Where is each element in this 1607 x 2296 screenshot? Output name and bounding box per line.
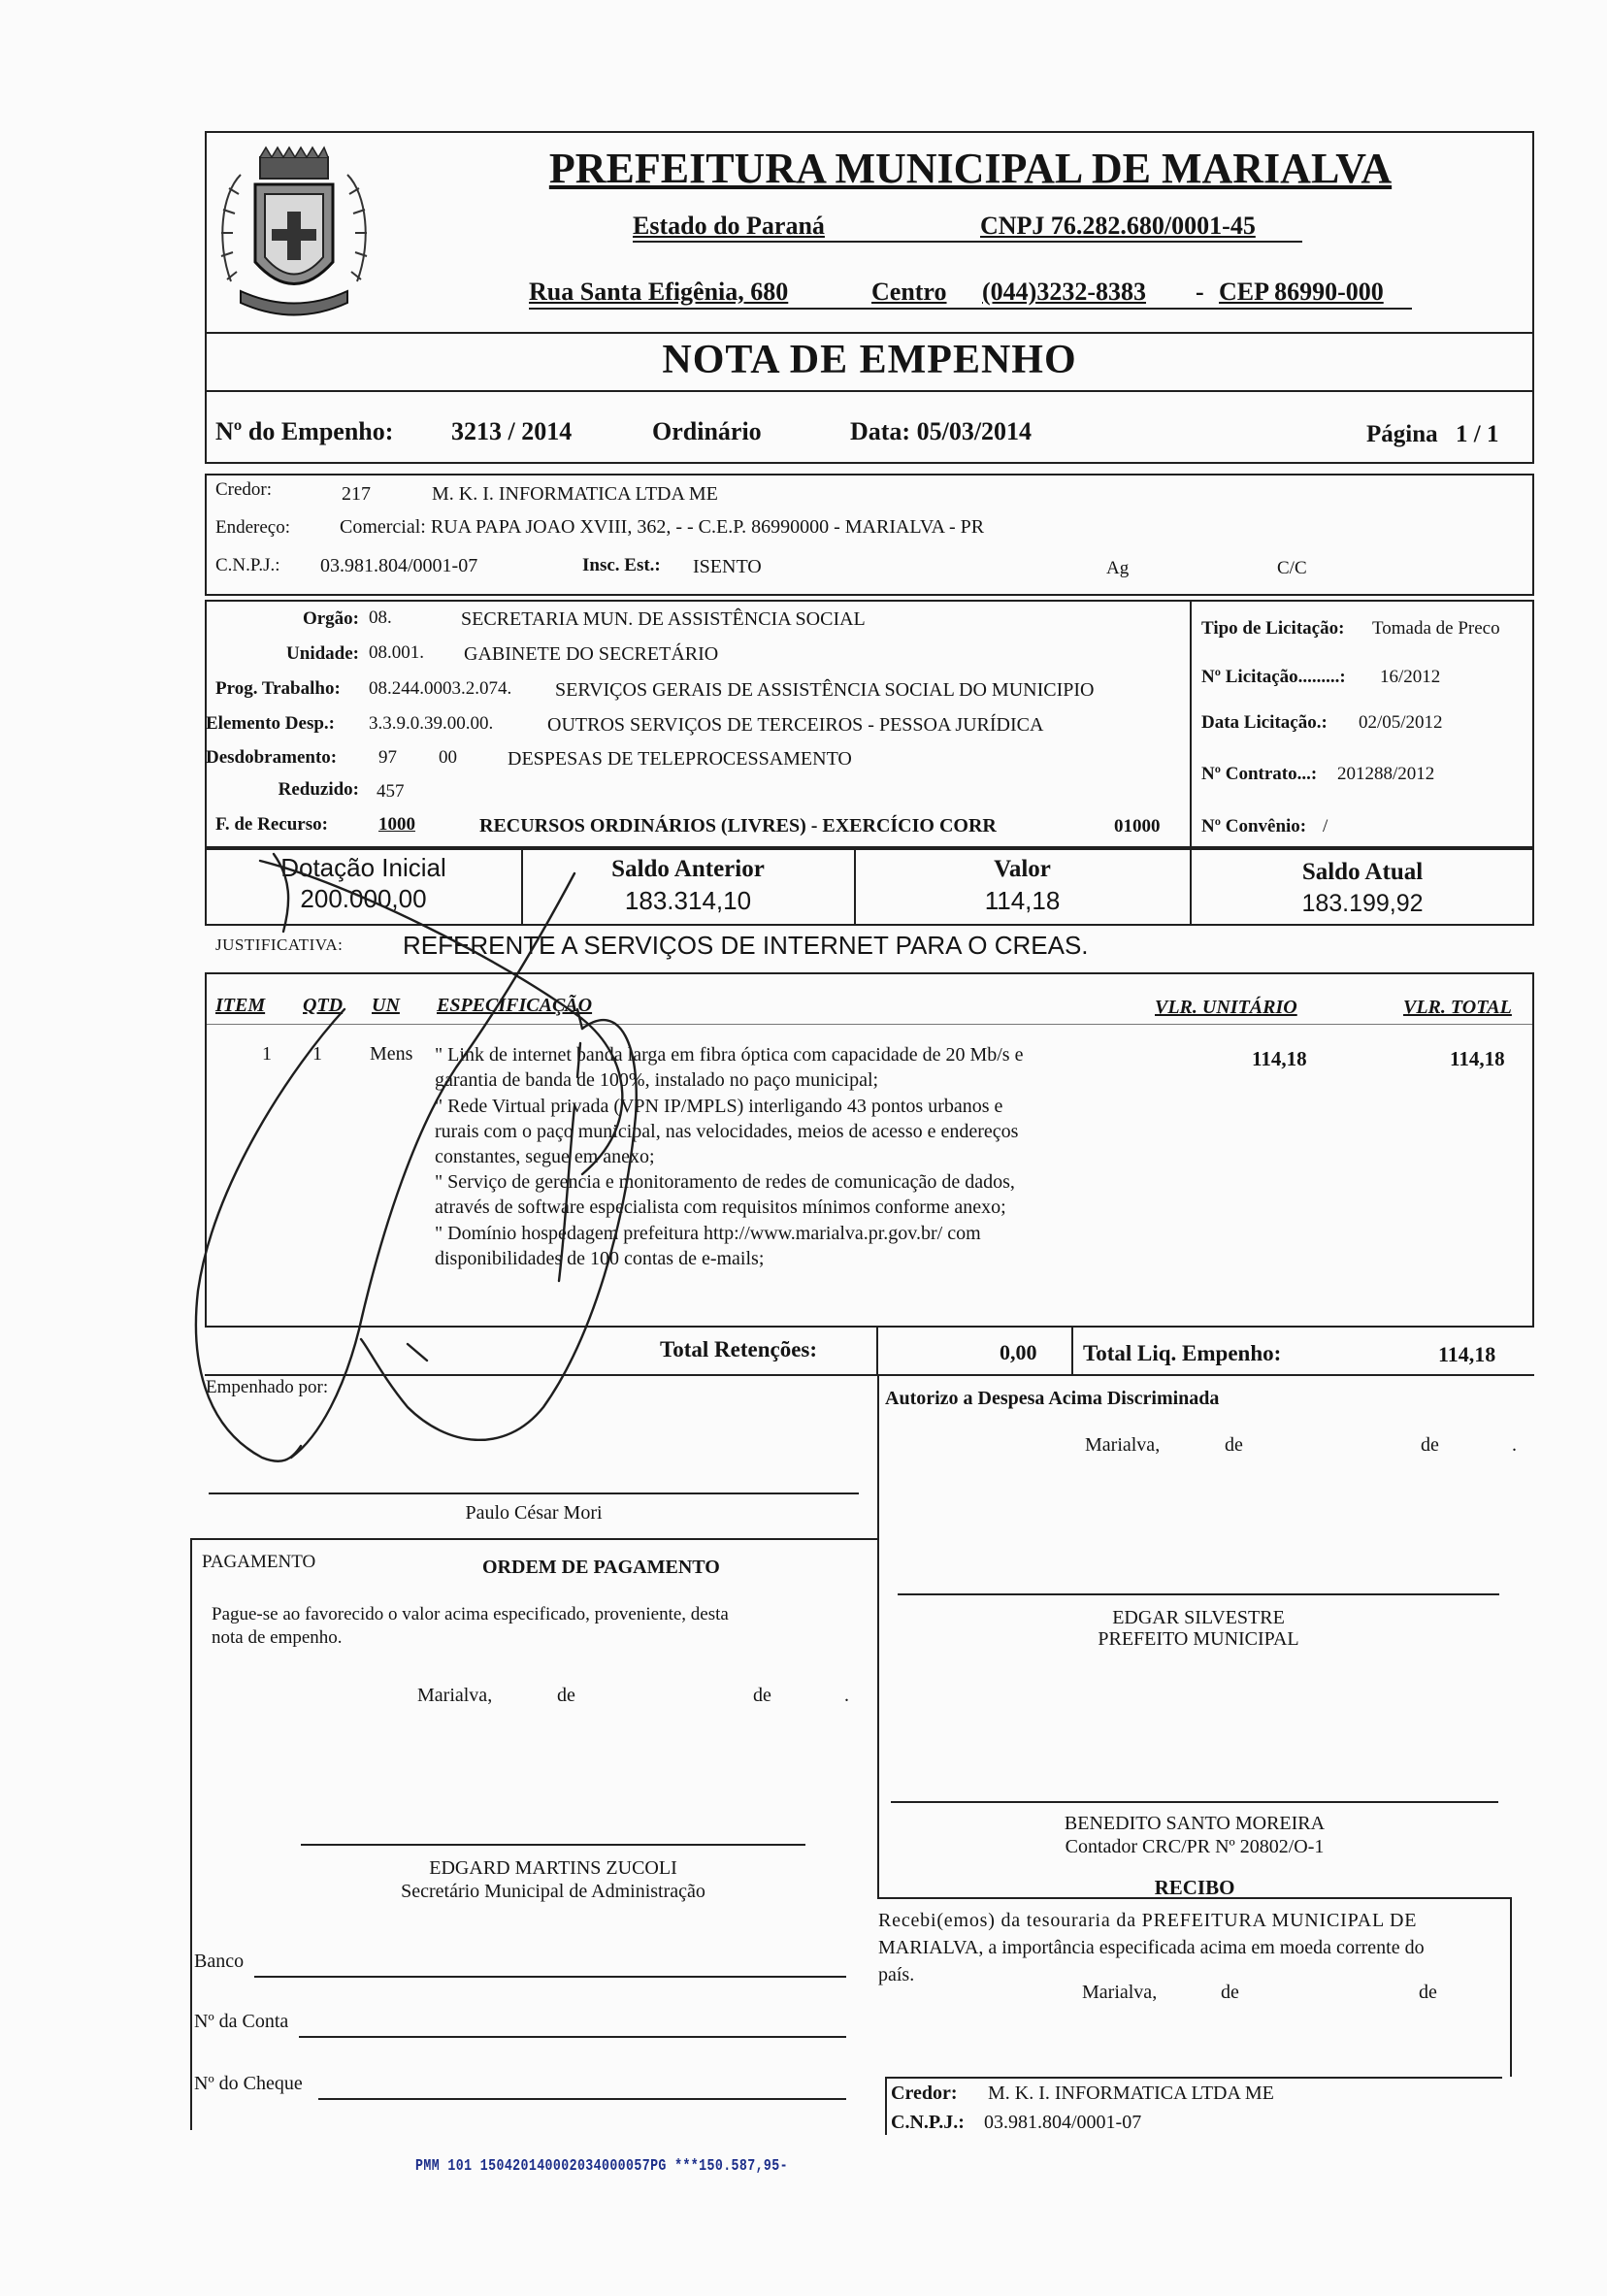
- empenho-type: Ordinário: [652, 417, 762, 445]
- cnpj-label: CNPJ 76.282.680/0001-45: [980, 212, 1256, 240]
- total-liquido-value: 114,18: [1438, 1342, 1496, 1366]
- valor-label: Valor: [994, 856, 1051, 882]
- credor-address: Comercial: RUA PAPA JOAO XVIII, 362, - - C.E.P. 86990000 - MARIALVA - PR: [340, 516, 985, 538]
- desdobramento-name: DESPESAS DE TELEPROCESSAMENTO: [508, 748, 852, 770]
- ordem-pagamento-label: ORDEM DE PAGAMENTO: [482, 1557, 720, 1578]
- orgao-label: Orgão:: [302, 608, 359, 629]
- recibo-text-2: MARIALVA, a importância especificada acima em moeda corrente do: [878, 1937, 1425, 1958]
- contador-name: BENEDITO SANTO MOREIRA: [1064, 1813, 1326, 1834]
- item-description-line: através de software especialista com requisitos mínimos conforme anexo;: [435, 1197, 1006, 1218]
- items-header-total: VLR. TOTAL: [1403, 997, 1512, 1018]
- pagamento-label: PAGAMENTO: [202, 1552, 316, 1572]
- cnpj-label-credor: C.N.P.J.:: [215, 555, 280, 575]
- desdobramento-code: 97: [378, 747, 397, 768]
- saldo-atual-value: 183.199,92: [1301, 890, 1424, 917]
- credor-cnpj: 03.981.804/0001-07: [320, 555, 478, 576]
- recibo-credor-name: M. K. I. INFORMATICA LTDA ME: [988, 2083, 1274, 2104]
- recibo-de1: de: [1221, 1982, 1239, 2003]
- item-unit-value: 114,18: [1252, 1047, 1307, 1070]
- saldo-anterior-value: 183.314,10: [624, 886, 752, 915]
- item-description-line: " Serviço de gerencia e monitoramento de redes de comunicação de dados,: [435, 1171, 1015, 1193]
- num-licitacao: 16/2012: [1380, 667, 1441, 687]
- num-licitacao-label: Nº Licitação.........:: [1201, 667, 1346, 687]
- cc-label: C/C: [1277, 558, 1307, 578]
- autorizo-de2: de: [1421, 1434, 1439, 1456]
- convenio-label: Nº Convênio:: [1201, 816, 1307, 836]
- recibo-de2: de: [1419, 1982, 1437, 2003]
- recibo-text-3: país.: [878, 1964, 915, 1985]
- pagamento-de2: de: [753, 1685, 771, 1706]
- recibo-cnpj-label: C.N.P.J.:: [891, 2112, 965, 2133]
- prog-label: Prog. Trabalho:: [215, 678, 341, 699]
- saldo-atual-label: Saldo Atual: [1301, 859, 1424, 885]
- autorizo-city: Marialva,: [1085, 1434, 1161, 1456]
- credor-insc: ISENTO: [693, 556, 762, 577]
- secretario-title: Secretário Municipal de Administração: [401, 1881, 705, 1902]
- tipo-licitacao-label: Tipo de Licitação:: [1201, 618, 1345, 639]
- autorizo-de1: de: [1225, 1434, 1243, 1456]
- pagamento-text-1: Pague-se ao favorecido o valor acima especificado, proveniente, desta: [212, 1604, 729, 1624]
- ag-label: Ag: [1106, 558, 1130, 578]
- bank-stamp: PMM 101 150420140002034000057PG ***150.587,95-: [415, 2157, 788, 2176]
- recibo-cnpj: 03.981.804/0001-07: [984, 2112, 1142, 2133]
- empenho-number-label: Nº do Empenho:: [215, 417, 394, 445]
- pagamento-dot: .: [844, 1685, 849, 1706]
- recibo-text-1: Recebi(emos) da tesouraria da PREFEITURA MUNICIPAL DE: [878, 1910, 1418, 1931]
- elemento-code: 3.3.9.0.39.00.00.: [369, 713, 494, 734]
- item-qtd: 1: [312, 1043, 322, 1065]
- address-sep: -: [1196, 278, 1204, 306]
- items-header-un: UN: [372, 995, 400, 1016]
- item-un: Mens: [370, 1043, 413, 1065]
- nota-de-empenho-title: NOTA DE EMPENHO: [662, 338, 1077, 382]
- items-header-unit: VLR. UNITÁRIO: [1155, 997, 1297, 1018]
- contrato-value: 201288/2012: [1337, 764, 1435, 784]
- elemento-label: Elemento Desp.:: [206, 713, 335, 734]
- item-description-line: garantia de banda de 100%, instalado no paço municipal;: [435, 1069, 879, 1091]
- credor-label: Credor:: [215, 479, 273, 500]
- item-description-line: rurais com o paço municipal, nas velocidades, meios de acesso e endereços: [435, 1121, 1019, 1142]
- items-header-qtd: QTD: [303, 995, 344, 1016]
- unidade-code: 08.001.: [369, 642, 424, 663]
- total-retencoes-label: Total Retenções:: [660, 1337, 818, 1361]
- empenhado-name: Paulo César Mori: [465, 1502, 603, 1524]
- reduzido-value: 457: [377, 781, 405, 802]
- insc-label: Insc. Est.:: [582, 555, 661, 575]
- total-retencoes-value: 0,00: [1000, 1340, 1037, 1364]
- state-label: Estado do Paraná: [633, 212, 825, 240]
- orgao-name: SECRETARIA MUN. DE ASSISTÊNCIA SOCIAL: [461, 608, 866, 630]
- empenho-number: 3213 / 2014: [451, 417, 573, 445]
- pagamento-city: Marialva,: [417, 1685, 493, 1706]
- dotacao-value: 200.000,00: [300, 884, 427, 913]
- items-header-spec: ESPECIFICAÇÃO: [437, 995, 593, 1016]
- prefeito-title: PREFEITO MUNICIPAL: [1098, 1628, 1299, 1650]
- item-description-line: constantes, segue em anexo;: [435, 1146, 655, 1167]
- dotacao-label: Dotação Inicial: [280, 853, 446, 882]
- empenho-date: Data: 05/03/2014: [850, 417, 1033, 445]
- credor-code: 217: [342, 483, 371, 505]
- total-liquido-label: Total Liq. Empenho:: [1083, 1341, 1282, 1365]
- items-header-item: ITEM: [215, 995, 266, 1016]
- item-number: 1: [262, 1043, 272, 1065]
- address-district: Centro: [871, 278, 947, 306]
- address-cep: CEP 86990-000: [1219, 278, 1384, 306]
- endereco-label: Endereço:: [215, 517, 291, 538]
- orgao-code: 08.: [369, 607, 392, 628]
- prog-code: 08.244.0003.2.074.: [369, 678, 512, 699]
- recurso-code2: 01000: [1114, 816, 1161, 836]
- address-street: Rua Santa Efigênia, 680: [529, 278, 789, 306]
- elemento-name: OUTROS SERVIÇOS DE TERCEIROS - PESSOA JURÍDICA: [547, 714, 1044, 736]
- page-label: Página: [1366, 421, 1438, 447]
- prog-name: SERVIÇOS GERAIS DE ASSISTÊNCIA SOCIAL DO MUNICIPIO: [555, 679, 1095, 701]
- desdobramento-sub: 00: [439, 747, 457, 768]
- empenhado-label: Empenhado por:: [206, 1377, 329, 1397]
- contrato-label: Nº Contrato...:: [1201, 764, 1318, 784]
- recibo-credor-label: Credor:: [891, 2083, 958, 2104]
- item-total-value: 114,18: [1450, 1047, 1505, 1070]
- secretario-name: EDGARD MARTINS ZUCOLI: [429, 1857, 677, 1879]
- recurso-code: 1000: [378, 814, 415, 835]
- banco-label: Banco: [194, 1951, 245, 1972]
- data-licitacao: 02/05/2012: [1359, 712, 1443, 733]
- autorizo-label: Autorizo a Despesa Acima Discriminada: [885, 1388, 1220, 1409]
- recurso-label: F. de Recurso:: [215, 814, 328, 835]
- recurso-name: RECURSOS ORDINÁRIOS (LIVRES) - EXERCÍCIO CORR: [479, 815, 997, 836]
- item-description-line: disponibilidades de 100 contas de e-mails;: [435, 1248, 765, 1269]
- contador-title: Contador CRC/PR Nº 20802/O-1: [1065, 1836, 1325, 1857]
- pagamento-text-2: nota de empenho.: [212, 1627, 343, 1648]
- item-description-line: " Rede Virtual privada (VPN IP/MPLS) interligando 43 pontos urbanos e: [435, 1096, 1003, 1117]
- conta-label: Nº da Conta: [194, 2011, 289, 2032]
- recibo-city: Marialva,: [1082, 1982, 1158, 2003]
- pagamento-de1: de: [557, 1685, 575, 1706]
- autorizo-dot: .: [1512, 1434, 1517, 1456]
- justificativa-label: JUSTIFICATIVA:: [215, 935, 344, 954]
- unidade-label: Unidade:: [286, 643, 359, 664]
- justificativa-text: REFERENTE A SERVIÇOS DE INTERNET PARA O CREAS.: [403, 931, 1089, 960]
- prefeitura-title: PREFEITURA MUNICIPAL DE MARIALVA: [548, 145, 1393, 192]
- desdobramento-label: Desdobramento:: [206, 747, 338, 768]
- credor-name: M. K. I. INFORMATICA LTDA ME: [432, 483, 718, 505]
- item-description-line: " Domínio hospedagem prefeitura http://www.marialva.pr.gov.br/ com: [435, 1223, 981, 1244]
- tipo-licitacao: Tomada de Preco: [1372, 618, 1500, 639]
- cheque-label: Nº do Cheque: [194, 2073, 303, 2094]
- address-phone: (044)3232-8383: [982, 278, 1146, 306]
- recibo-title: RECIBO: [1154, 1876, 1235, 1899]
- unidade-name: GABINETE DO SECRETÁRIO: [464, 643, 719, 665]
- page-number: 1 / 1: [1456, 421, 1499, 447]
- valor-value: 114,18: [984, 886, 1061, 915]
- data-licitacao-label: Data Licitação.:: [1201, 712, 1328, 733]
- convenio-value: /: [1323, 816, 1328, 836]
- prefeito-name: EDGAR SILVESTRE: [1112, 1607, 1285, 1628]
- reduzido-label: Reduzido:: [278, 779, 359, 800]
- saldo-anterior-label: Saldo Anterior: [611, 856, 765, 882]
- item-description-line: " Link de internet banda larga em fibra óptica com capacidade de 20 Mb/s e: [435, 1044, 1024, 1066]
